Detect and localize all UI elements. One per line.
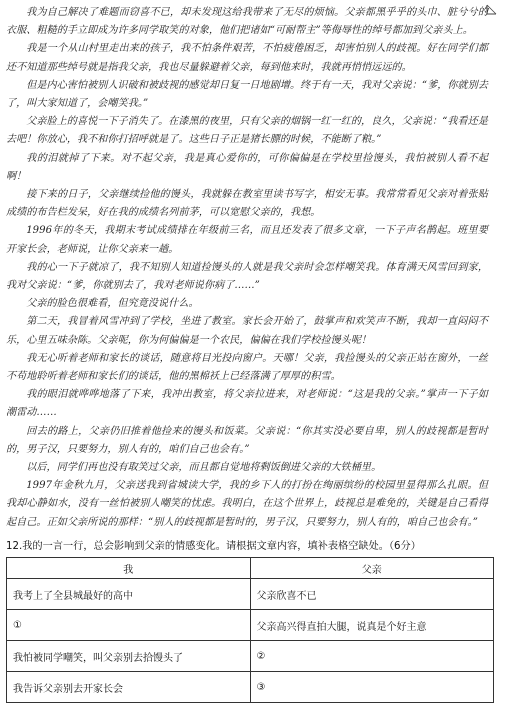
article-paragraph: 父亲的脸色很难看，但究竟没说什么。 (26, 298, 199, 310)
article-paragraph: 我的眼泪就哗哗地落了下来，我冲出教室，将父亲拉进来，对老师说：“这是我的父亲。”掌声一下子如潮雷动…… (6, 389, 488, 419)
cell-father: 父亲欣喜不已 (250, 579, 494, 610)
article-paragraph: 1997年金秋九月，父亲送我到省城读大学，我的乡下人的打扮在绚丽缤纷的校园里显得那么扎眼。但我却心静如水，没有一丝怕被别人嘲笑的忧虑。我明白，在这个世界上，歧视总是难免的，关键是自己看得起自己。正如父亲所说的那样：“别人的歧视都是暂时的，男子汉，只要努力，别人有的，咱自己也会有。” (6, 480, 488, 528)
answer-table (6, 557, 494, 703)
column-header-father: 父亲 (250, 558, 494, 579)
cell-father: 父亲高兴得直拍大腿，说真是个好主意 (250, 610, 494, 641)
article-paragraph: 我的泪就掉了下来。对不起父亲，我是真心爱你的，可你偏偏是在学校里捡馒头，我怕被别人看不起啊！ (6, 152, 488, 182)
answer-blank-1[interactable]: ① (7, 610, 251, 641)
cell-me: 我告诉父亲别去开家长会 (7, 672, 251, 703)
answer-blank-2[interactable]: ② (250, 641, 494, 672)
cell-me: 我考上了全县城最好的高中 (7, 579, 251, 610)
article-paragraph: 我无心听着老师和家长的谈话，随意将目光投向窗户。天哪！父亲，我捡馒头的父亲正站在窗外，一丝不苟地聆听着老师和家长们的谈话，他的黑棉袄上已经落满了厚厚的积雪。 (6, 352, 488, 383)
article-paragraph: 以后，同学们再也没有取笑过父亲，而且都自觉地将剩饭倒进父亲的大铁桶里。 (26, 462, 382, 474)
article-paragraph: 接下来的日子，父亲继续捡他的馒头，我就躲在教室里读书写字，相安无事。我常常看见父亲对着张贴成绩的布告栏发呆，好在我的成绩名列前茅，可以宽慰父亲的，我想。 (6, 189, 488, 219)
article-paragraph: 父亲脸上的喜悦一下子消失了。在漆黑的夜里，只有父亲的烟锅一红一红的，良久，父亲说：“我看还是去吧！你放心，我不和你打招呼就是了。这些日子正是猪长膘的时候，不能断了粮。” (6, 116, 488, 146)
cell-me: 我怕被同学嘲笑，叫父亲别去拾馒头了 (7, 641, 251, 672)
answer-blank-3[interactable]: ③ (250, 672, 494, 703)
question-prompt: 12.我的一言一行，总会影响到父亲的情感变化。请根据文章内容，填补表格空缺处。（6分） (6, 541, 421, 552)
table-row (7, 579, 494, 610)
table-header-row (7, 558, 494, 579)
article-paragraph: 但是内心害怕被别人识破和被歧视的感觉却日复一日地剧增。终于有一天，我对父亲说：“爹，你就别去了，叫大家知道了，会嘲笑我。” (6, 79, 488, 110)
article-paragraph: 我为自己解决了难题而窃喜不已，却未发现这给我带来了无尽的烦恼。父亲都黑乎乎的头巾、脏兮兮的衣服、粗糙的手立即成为许多同学取笑的对象，他们把诸如“可耐帮主”等侮辱性的绰号都加到父亲头上。 (6, 7, 488, 37)
article-paragraph: 我是一个从山村里走出来的孩子，我不怕条件艰苦，不怕疲倦困乏，却害怕别人的歧视。好在同学们都还不知道那些绰号就是指我父亲，我也尽量躲避着父亲，每到他来时，我就再悄悄远远的。 (6, 43, 488, 73)
column-header-me: 我 (7, 558, 251, 579)
article-paragraph: 第二天，我冒着风雪冲到了学校，坐进了教室。家长会开始了，鼓掌声和欢笑声不断，我却一直闷闷不乐，心里五味杂陈。父亲呢，你为何偏偏是一个农民，偏偏在我们学校捡馒头呢！ (6, 316, 488, 346)
article-paragraph: 回去的路上，父亲仍旧推着他捡来的馒头和饭菜。父亲说：“你其实没必要自卑，别人的歧视都是暂时的，男子汉，只要努力，别人有的，咱们自己也会有。” (6, 425, 488, 455)
table-row (7, 672, 494, 703)
article-paragraph: 我的心一下子就凉了，我不知别人知道捡馒头的人就是我父亲时会怎样嘲笑我。体育满天风雪回到家，我对父亲说：“爹，你就别去了，我对老师说你病了……” (6, 261, 488, 292)
article-paragraph: 1996年的冬天，我期末考试成绩排在年级前三名，而且还发表了很多文章，一下子声名鹊起。班里要开家长会，老师说，让你父亲来一趟。 (6, 225, 488, 255)
article-body (6, 4, 488, 532)
table-row (7, 641, 494, 672)
table-row (7, 610, 494, 641)
